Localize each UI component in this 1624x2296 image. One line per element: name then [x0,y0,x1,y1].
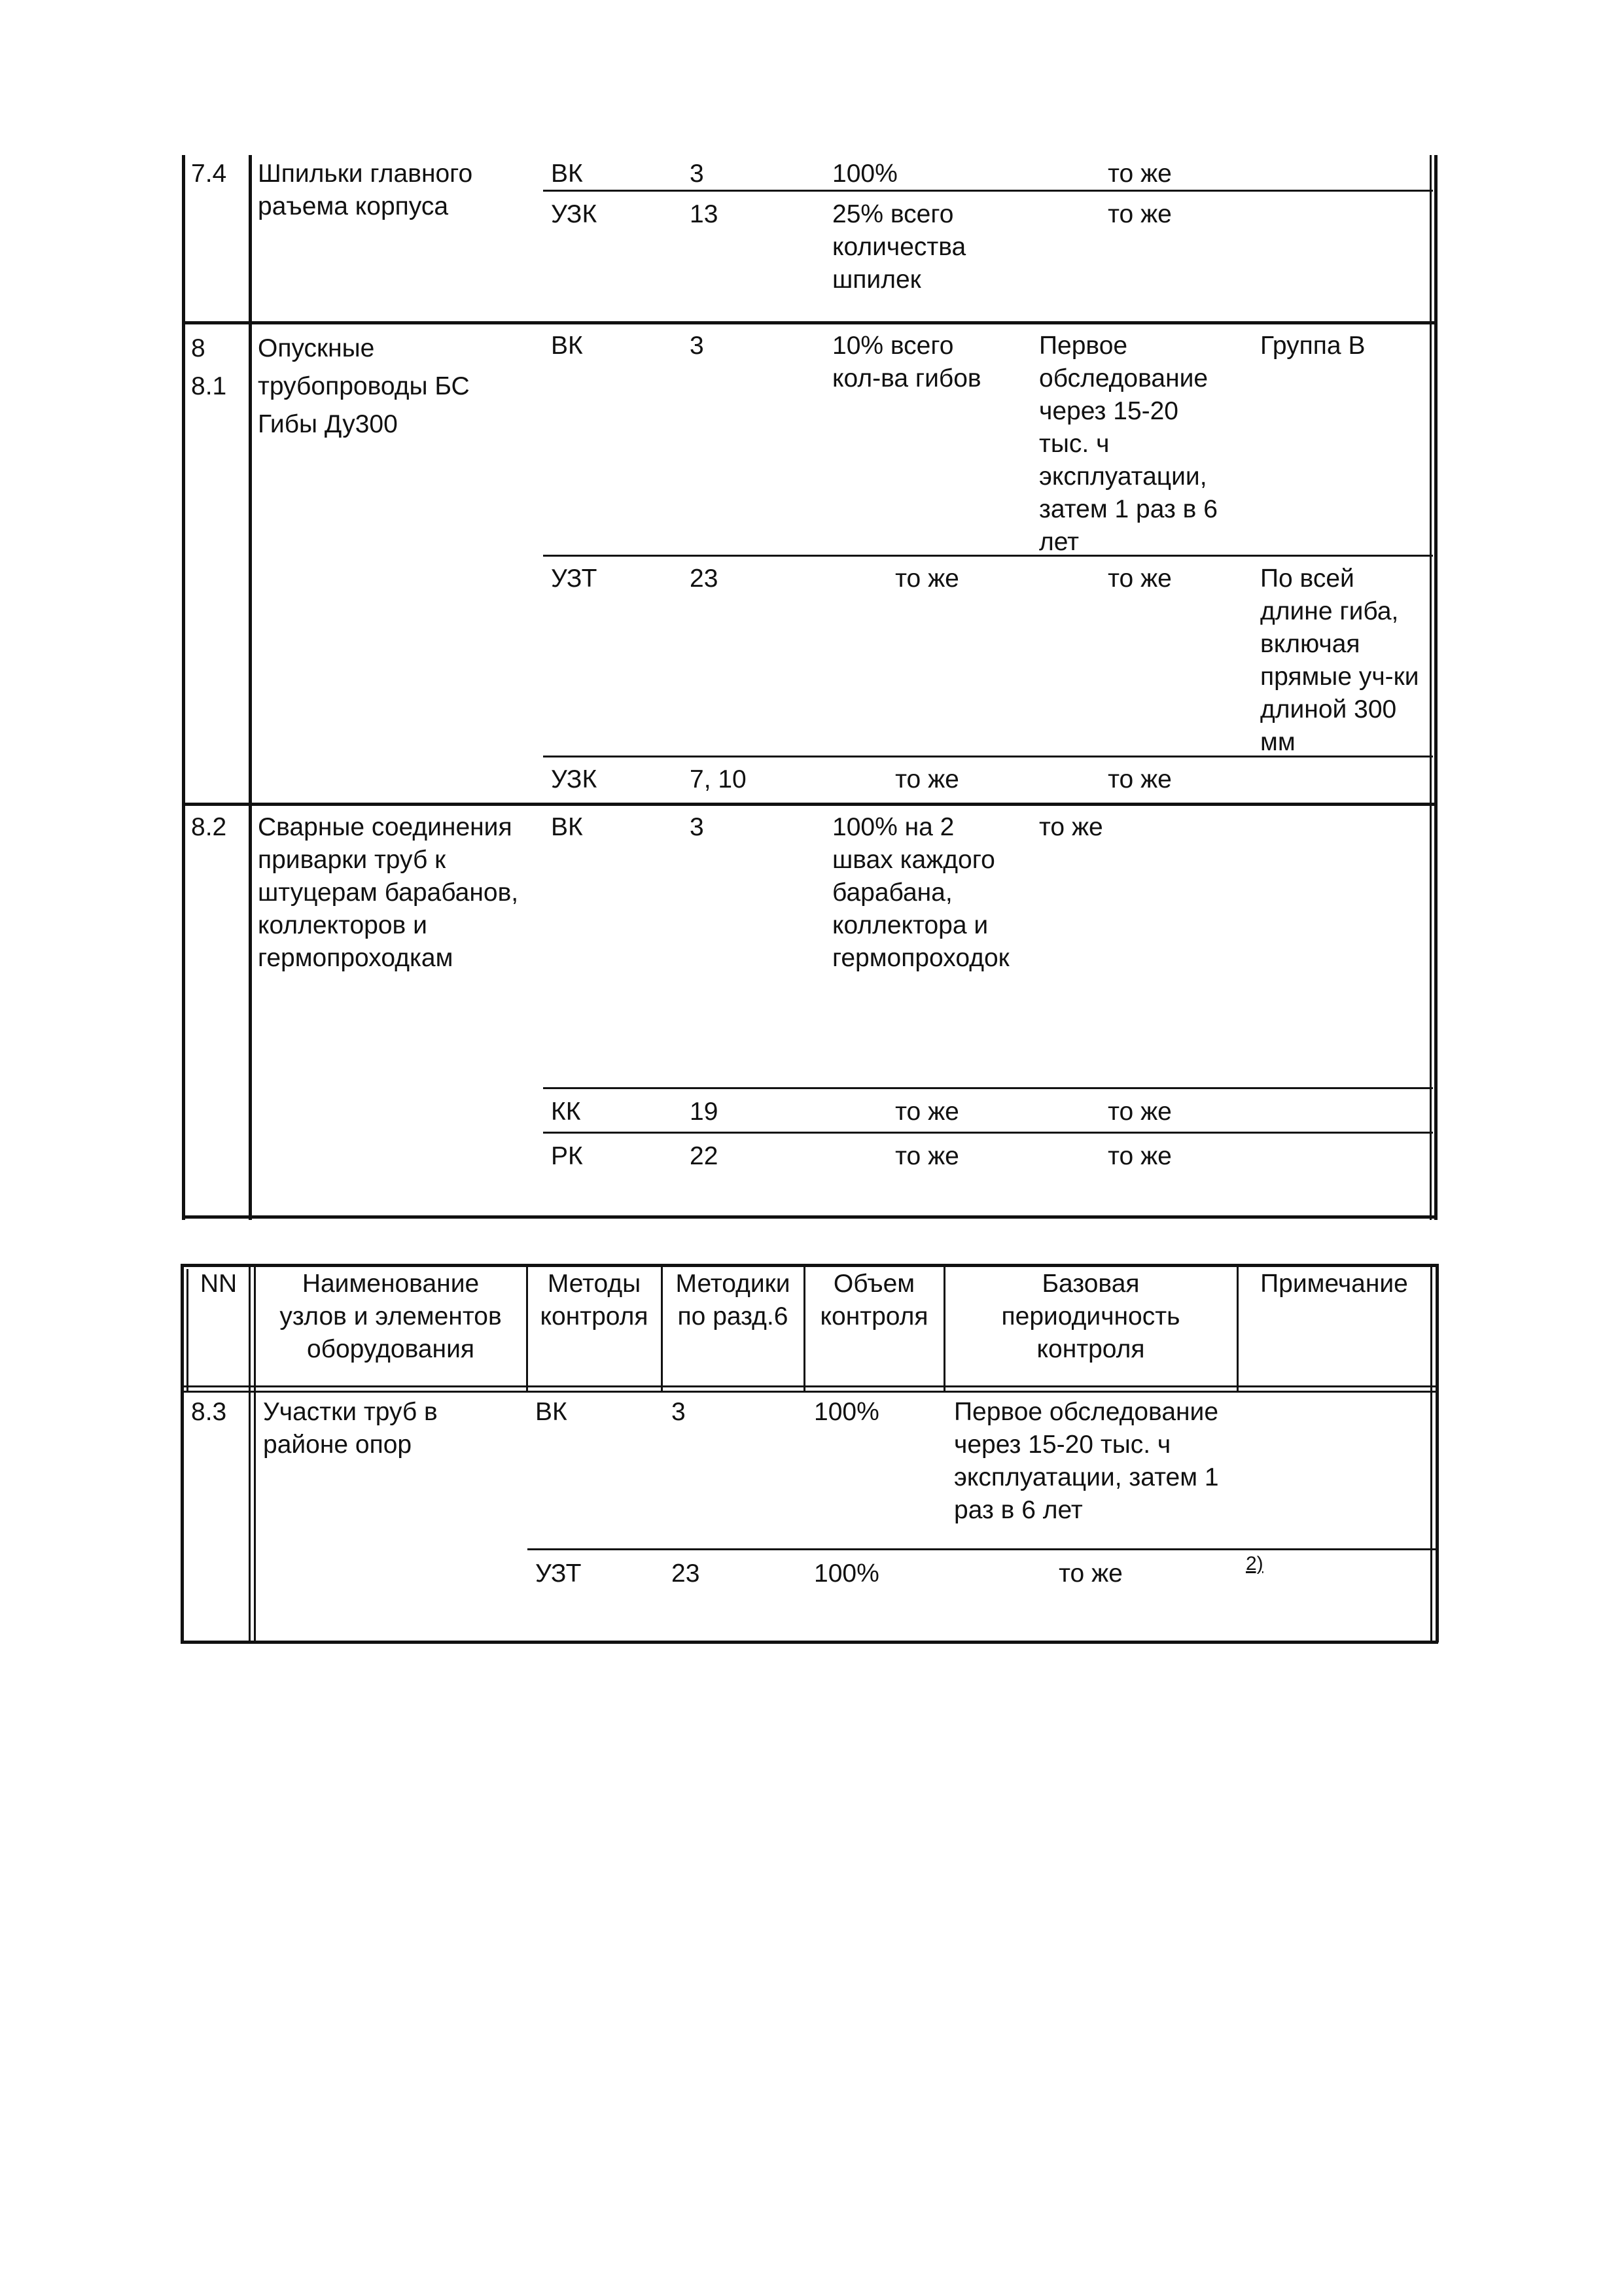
period-cell: то же [1108,1098,1172,1126]
method-cell: ВК [551,813,583,841]
volume-cell: то же [895,1142,959,1170]
method-cell: УЗК [551,200,597,228]
volume-cell: то же [895,1098,959,1126]
period-cell: то же [1108,565,1172,593]
header-techniques: Методики по разд.6 [675,1270,790,1331]
period-cell: то же [1039,813,1103,841]
method-cell: РК [551,1142,583,1170]
header-volume: Объем контроля [820,1270,928,1331]
element-name: Опускные трубопроводы БС Гибы Ду300 [258,334,470,438]
technique-cell: 3 [690,160,704,188]
method-cell: ВК [551,332,583,360]
col-divider [249,1266,251,1643]
header-nn: NN [200,1270,238,1298]
volume-cell: 25% всего количества шпилек [832,200,966,294]
volume-cell: 100% на 2 швах каждого барабана, коллектора и гермопроходок [832,813,1010,972]
header-divider [181,1385,1438,1387]
period-cell: Первое обследование через 15-20 тыс. ч эксплуатации, затем 1 раз в 6 лет [954,1398,1219,1524]
table2-border-right [1436,1264,1439,1643]
row-number: 7.4 [191,160,227,188]
header-divider [181,1391,1438,1393]
period-cell: то же [1108,200,1172,228]
table2-border-bottom [181,1641,1438,1644]
row-number: 8.2 [191,813,227,841]
technique-cell: 13 [690,200,718,228]
row-divider [182,803,1435,806]
header-element-name: Наименование узлов и элементов оборудования [279,1270,502,1363]
note-cell: По всей длине гиба, включая прямые уч-ки длиной 300 мм [1260,565,1419,756]
period-cell: то же [1108,1142,1172,1170]
element-name: Участки труб в районе опор [263,1398,438,1459]
method-cell: КК [551,1098,581,1126]
element-name: Сварные соединения приварки труб к штуцерам барабанов, коллекторов и гермопроходкам [258,813,519,972]
method-cell: УЗТ [551,565,597,593]
row-divider [543,1132,1433,1134]
technique-cell: 23 [671,1559,700,1588]
method-cell: ВК [535,1398,567,1426]
table2-border-left [181,1264,184,1643]
volume-cell: 100% [814,1559,879,1588]
method-cell: ВК [551,160,583,188]
technique-cell: 3 [690,813,704,841]
volume-cell: 100% [832,160,898,188]
table1-border-left [182,155,185,1220]
table2-border-top [181,1264,1438,1267]
technique-cell: 7, 10 [690,765,747,793]
volume-cell: то же [895,565,959,593]
technique-cell: 3 [671,1398,686,1426]
volume-cell: 10% всего кол-ва гибов [832,332,981,392]
volume-cell: 100% [814,1398,879,1426]
element-name: Шпильки главного раъема корпуса [258,160,473,220]
technique-cell: 23 [690,565,718,593]
period-cell: то же [1108,160,1172,188]
note-cell: Группа В [1260,332,1366,360]
period-cell: то же [1059,1559,1123,1588]
table2-border-right-inner [1430,1264,1432,1643]
header-periodicity: Базовая периодичность контроля [1001,1270,1180,1363]
row-divider [527,1548,1437,1550]
table1-border-bottom [182,1215,1435,1219]
header-methods: Методы контроля [540,1270,648,1331]
row-divider [182,321,1435,324]
table1-border-right-inner [1430,155,1432,1220]
technique-cell: 19 [690,1098,718,1126]
row-divider [543,555,1433,557]
row-number: 8 8.1 [191,334,227,400]
period-cell: то же [1108,765,1172,793]
table1-border-numcol [249,155,252,1220]
technique-cell: 22 [690,1142,718,1170]
header-note: Примечание [1260,1270,1408,1298]
method-cell: УЗК [551,765,597,793]
method-cell: УЗТ [535,1559,582,1588]
table1-border-right [1434,155,1438,1220]
row-divider [543,190,1433,192]
period-cell: Первое обследование через 15-20 тыс. ч эксплуатации, затем 1 раз в 6 лет [1039,332,1218,556]
technique-cell: 3 [690,332,704,360]
footnote-mark: 2) [1246,1553,1263,1574]
volume-cell: то же [895,765,959,793]
row-divider [543,1087,1433,1089]
row-number: 8.3 [191,1398,227,1426]
